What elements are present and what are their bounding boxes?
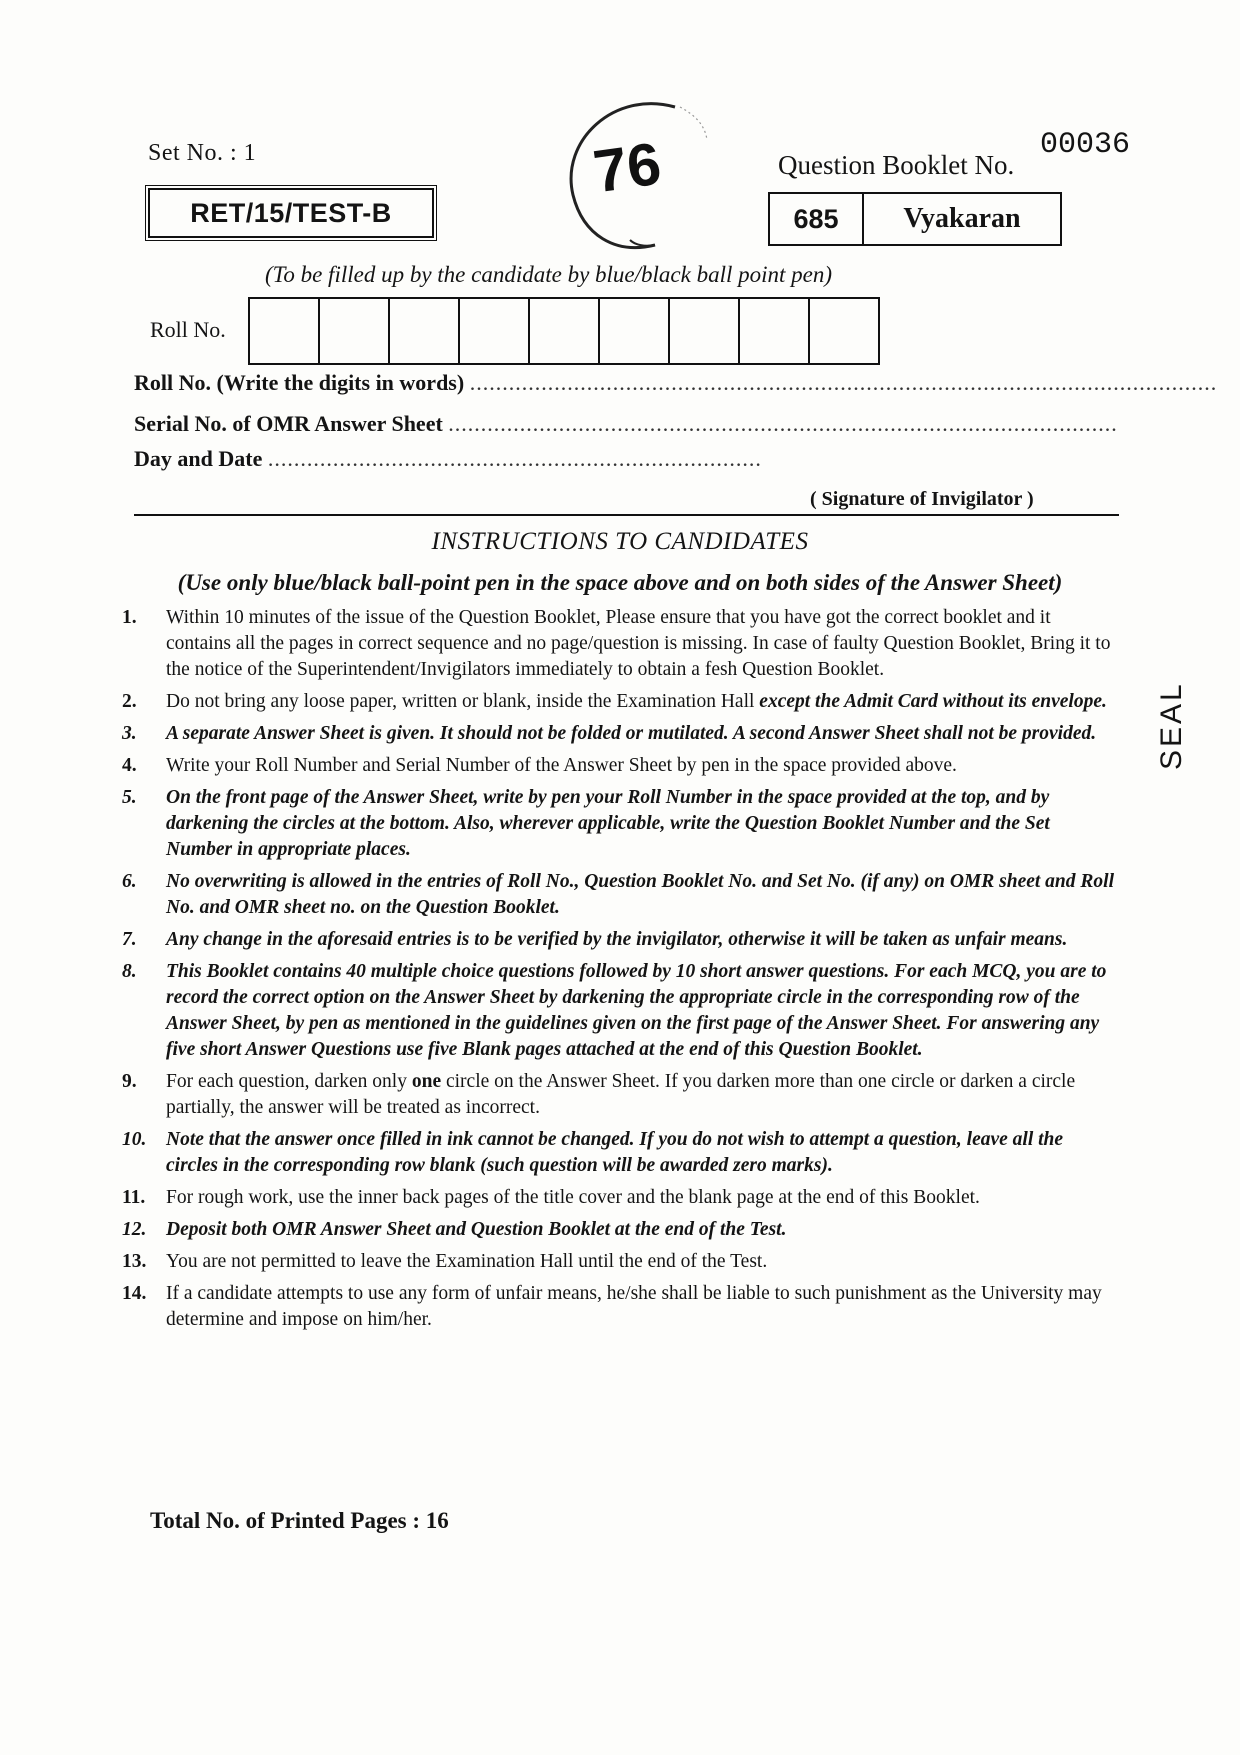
instruction-item: 10. Note that the answer once filled in ink cannot be changed. If you do not wish to attempt a question, leave all the circles in the corresponding row blank (such question will be awarded zero marks). (122, 1129, 1064, 1176)
roll-digit-cell[interactable] (740, 299, 810, 363)
instruction-item: 8. This Booklet contains 40 multiple choice questions followed by 10 short answer questions. For each MCQ, you are to record the correct option on the Answer Sheet by darkening the appropriate circle in the corresponding row of the Answer Sheet, by pen as mentioned in the guidelines given on the first page of the Answer Sheet. For answering any five short Answer Questions use five Blank pages attached at the end of this Question Booklet. (122, 961, 1107, 1060)
subject-name: Vyakaran (903, 203, 1021, 234)
seal-stamp: SEAL (1155, 681, 1188, 770)
roll-number-label: Roll No. (150, 317, 226, 342)
day-date-dots[interactable]: ............................................................................ (267, 446, 762, 471)
instruction-item: 7. Any change in the aforesaid entries is to be verified by the invigilator, otherwise it will be taken as unfair means. (122, 929, 1068, 950)
instructions-list (122, 605, 1117, 1339)
fill-instruction: (To be filled up by the candidate by blue/black ball point pen) (265, 262, 833, 287)
day-date-field[interactable] (134, 446, 762, 472)
roll-digit-cell[interactable] (530, 299, 600, 363)
roll-digit-cell[interactable] (390, 299, 460, 363)
roll-digit-cell[interactable] (320, 299, 390, 363)
roll-digit-cell[interactable] (460, 299, 530, 363)
roll-digit-cell[interactable] (250, 299, 320, 363)
roll-words-label: Roll No. (Write the digits in words) (134, 370, 465, 395)
omr-serial-dots[interactable]: ....................................................................................................... (448, 411, 1118, 436)
instructions-note: (Use only blue/black ball-point pen in the space above and on both sides of the Answer Sheet) (177, 570, 1063, 595)
subject-code: 685 (770, 194, 864, 244)
instruction-item: 13. You are not permitted to leave the Examination Hall until the end of the Test. (122, 1251, 768, 1272)
day-date-label: Day and Date (134, 446, 263, 471)
subject-box (768, 192, 1062, 246)
roll-number-boxes[interactable] (248, 297, 880, 365)
omr-serial-label: Serial No. of OMR Answer Sheet (134, 411, 443, 436)
instruction-item: 11. For rough work, use the inner back pages of the title cover and the blank page at the end of this Booklet. (122, 1187, 980, 1208)
set-number: Set No. : 1 (148, 140, 257, 166)
roll-words-dots[interactable]: ................................................................................................................... (469, 370, 1218, 395)
instruction-item: 6. No overwriting is allowed in the entries of Roll No., Question Booklet No. and Set No. (if any) on OMR sheet and Roll No. and OMR sheet no. on the Question Booklet. (122, 871, 1114, 918)
instruction-item: 2. Do not bring any loose paper, written or blank, inside the Examination Hall except the Admit Card without its envelope. (122, 691, 1107, 712)
instruction-item: 1. Within 10 minutes of the issue of the Question Booklet, Please ensure that you have got the correct booklet and it contains all the pages in correct sequence and no page/question is missing. In case of faulty Question Booklet, Bring it to the notice of the Superintendent/Invigilators immediately to obtain a fesh Question Booklet. (122, 607, 1111, 680)
instruction-item: 5. On the front page of the Answer Sheet, write by pen your Roll Number in the space provided at the top, and by darkening the circles at the bottom. Also, wherever applicable, write the Question Booklet Number and the Set Number in appropriate places. (122, 787, 1050, 860)
instructions-heading: INSTRUCTIONS TO CANDIDATES (431, 528, 809, 555)
instruction-item: 9. For each question, darken only one circle on the Answer Sheet. If you darken more than one circle or darken a circle partially, the answer will be treated as incorrect. (122, 1071, 1076, 1118)
roll-digit-cell[interactable] (810, 299, 878, 363)
roll-words-field[interactable] (134, 370, 1217, 396)
total-pages: Total No. of Printed Pages : 16 (150, 1508, 449, 1533)
instruction-item: 3. A separate Answer Sheet is given. It should not be folded or mutilated. A second Answer Sheet shall not be provided. (122, 723, 1097, 744)
handwritten-number: 76 (589, 129, 665, 206)
booklet-number-value: 00036 (1040, 128, 1131, 162)
invigilator-signature-label: ( Signature of Invigilator ) (810, 488, 1034, 510)
booklet-number-label: Question Booklet No. (778, 150, 1015, 180)
handwritten-mark (555, 95, 725, 265)
test-code-box: RET/15/TEST-B (148, 188, 434, 238)
instruction-item: 4. Write your Roll Number and Serial Number of the Answer Sheet by pen in the space provided above. (122, 755, 957, 776)
divider (134, 514, 1119, 516)
instruction-item: 12. Deposit both OMR Answer Sheet and Question Booklet at the end of the Test. (122, 1219, 787, 1240)
omr-serial-field[interactable] (134, 411, 1118, 437)
roll-digit-cell[interactable] (600, 299, 670, 363)
roll-digit-cell[interactable] (670, 299, 740, 363)
instruction-item: 14. If a candidate attempts to use any form of unfair means, he/she shall be liable to such punishment as the University may determine and impose on him/her. (122, 1283, 1102, 1330)
